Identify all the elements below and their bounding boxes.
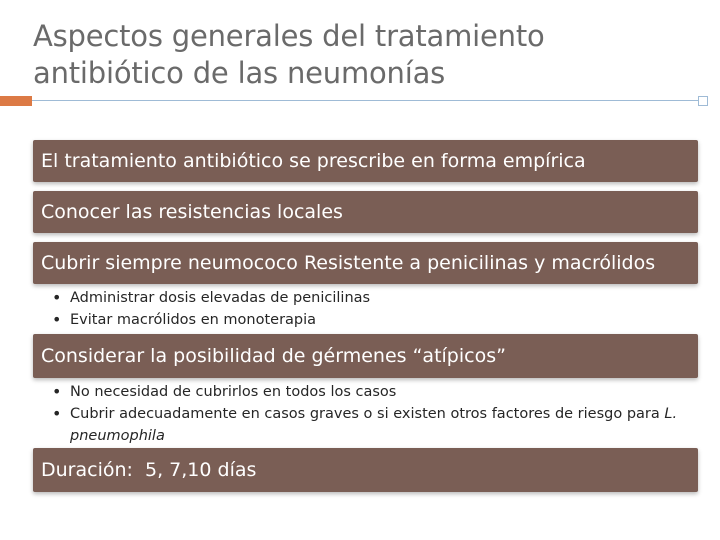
- accent-orange-bar: [0, 96, 32, 106]
- bar-duration: [33, 448, 698, 492]
- bullet-list-penicillin: [44, 287, 694, 331]
- list-item: • No necesidad de cubrirlos en todos los casos: [44, 381, 694, 403]
- slide-title: [33, 18, 633, 92]
- bar-pneumococcus-coverage: [33, 242, 698, 284]
- bar-label: Considerar la posibilidad de gérmenes “atípicos”: [41, 345, 506, 367]
- divider-end-square: [698, 96, 708, 106]
- title-line-1: Aspectos generales del tratamiento: [33, 19, 545, 53]
- list-item-text: Cubrir adecuadamente en casos graves o si existen otros factores de riesgo para: [70, 406, 665, 422]
- list-item: • Evitar macrólidos en monoterapia: [44, 309, 694, 331]
- list-item: [44, 403, 694, 447]
- bar-empirical-treatment: [33, 140, 698, 182]
- bar-label: Conocer las resistencias locales: [41, 201, 343, 223]
- pathogen-name: L. pneumophila: [70, 406, 678, 444]
- bar-local-resistance: [33, 191, 698, 233]
- bar-label: Cubrir siempre neumococo Resistente a penicilinas y macrólidos: [41, 252, 656, 274]
- list-item: • Administrar dosis elevadas de penicilinas: [44, 287, 694, 309]
- bar-label: El tratamiento antibiótico se prescribe en forma empírica: [41, 150, 586, 172]
- bullet-list-atypical: [44, 381, 694, 447]
- title-line-2: antibiótico de las neumonías: [33, 56, 446, 90]
- title-divider-line: [32, 100, 698, 101]
- bar-atypical-germs: [33, 334, 698, 378]
- bar-label: Duración: 5, 7,10 días: [41, 459, 257, 481]
